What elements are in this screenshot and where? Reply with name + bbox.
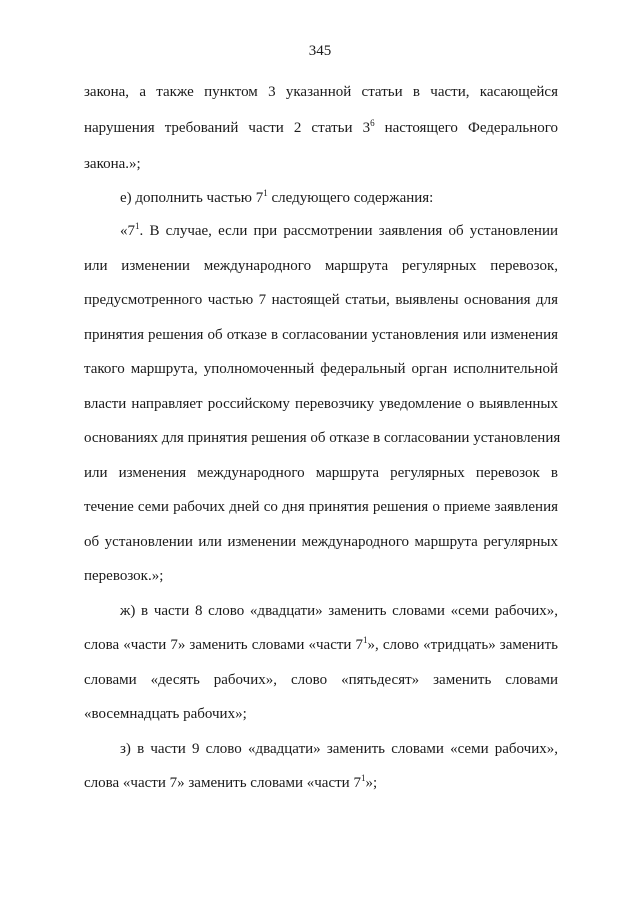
page-number: 345 <box>308 43 332 59</box>
text-line <box>84 636 558 654</box>
text-span: нарушения требований части 2 статьи 3 <box>84 120 371 136</box>
text-span: следующего содержания: <box>267 190 434 206</box>
superscript: 1 <box>363 635 368 645</box>
text-line: принятия решения об отказе в согласовании установления или изменения <box>84 327 558 343</box>
text-span: », слово «тридцать» заменить <box>367 637 558 653</box>
text-span: слова «части 7» заменить словами «части 7 <box>84 637 364 653</box>
superscript: 1 <box>135 221 140 231</box>
text-line: основаниях для принятия решения об отказе в согласовании установления <box>84 430 561 446</box>
text-line <box>120 189 558 207</box>
text-span: е) дополнить частью 7 <box>120 190 264 206</box>
superscript: 1 <box>263 188 268 198</box>
text-line <box>84 119 558 137</box>
text-line: закона.»; <box>84 156 141 172</box>
superscript: 1 <box>360 773 366 783</box>
text-span: настоящего Федерального <box>374 120 558 136</box>
text-span: »; <box>365 775 378 791</box>
text-line: такого маршрута, уполномоченный федеральный орган исполнительной <box>84 361 558 377</box>
text-span: слова «части 7» заменить словами «части 7 <box>84 775 361 791</box>
text-line: течение семи рабочих дней со дня принятия решения о приеме заявления <box>84 499 558 515</box>
text-line: закона, а также пунктом 3 указанной статьи в части, касающейся <box>84 84 558 100</box>
text-span: . В случае, если при рассмотрении заявления об установлении <box>139 223 558 239</box>
text-line: власти направляет российскому перевозчику уведомление о выявленных <box>84 396 558 412</box>
text-line: или изменения международного маршрута регулярных перевозок в <box>84 465 558 481</box>
text-line: предусмотренного частью 7 настоящей статьи, выявлены основания для <box>84 292 558 308</box>
text-line: об установлении или изменении международного маршрута регулярных <box>84 534 558 550</box>
text-line: словами «десять рабочих», слово «пятьдесят» заменить словами <box>84 672 558 688</box>
text-span: «7 <box>120 223 135 239</box>
text-line: или изменении международного маршрута регулярных перевозок, <box>84 258 558 274</box>
text-line: перевозок.»; <box>84 568 164 584</box>
text-line: «восемнадцать рабочих»; <box>84 706 247 722</box>
text-line <box>120 222 558 240</box>
text-line <box>84 774 558 792</box>
text-line: з) в части 9 слово «двадцати» заменить словами «семи рабочих», <box>120 741 558 757</box>
superscript: 6 <box>370 118 375 128</box>
text-line: ж) в части 8 слово «двадцати» заменить словами «семи рабочих», <box>120 603 558 619</box>
